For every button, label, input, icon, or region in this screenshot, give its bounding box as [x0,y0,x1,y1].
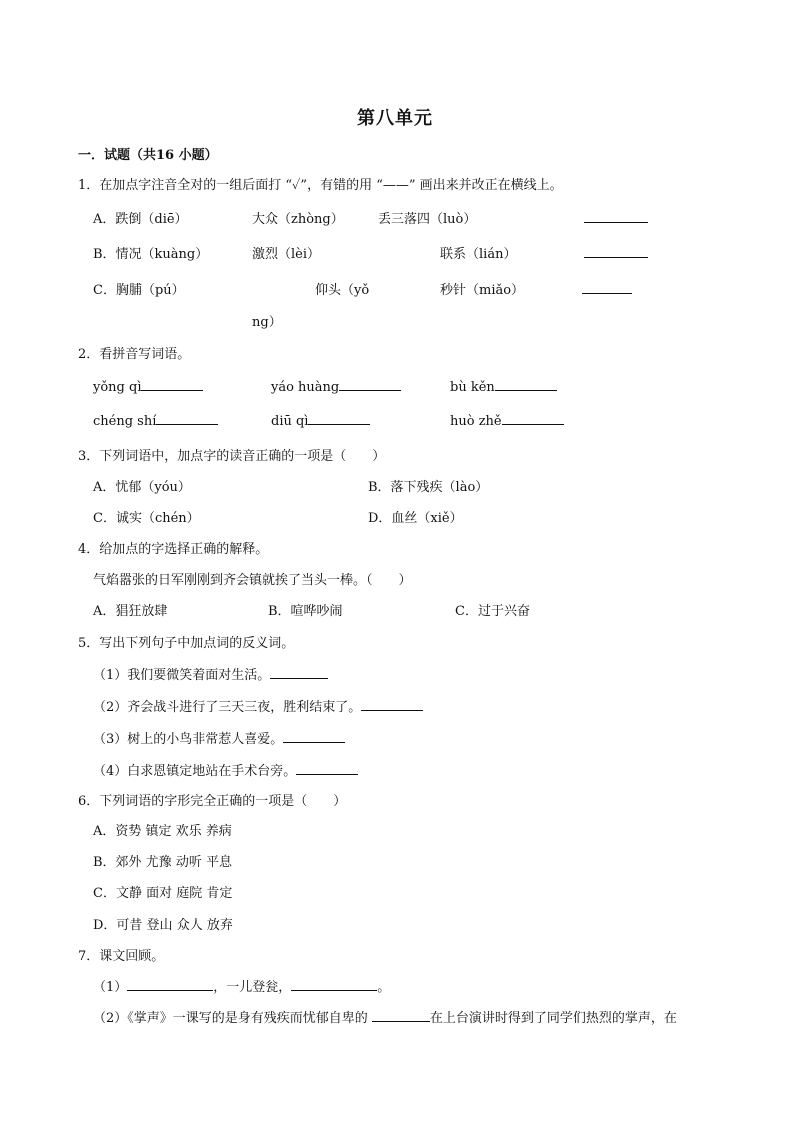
question-4-stem: 4．给加点的字选择正确的解释。 [78,542,269,557]
q1-option-c-1: C．胸脯（pú） [93,283,185,298]
q1-answer-blank-b[interactable] [584,244,648,258]
q5-sentence-2: （2）齐会战斗进行了三天三夜，胜利结束了。 [93,696,423,715]
q6-option-b: B．郊外 尤豫 动听 平息 [93,855,232,870]
q4-option-b: B．喧哗吵闹 [268,604,343,619]
q1-answer-blank-a[interactable] [584,209,648,223]
q5-sentence-3: （3）树上的小鸟非常惹人喜爱。 [93,728,345,747]
q3-option-b: B．落下残疾（lào） [368,480,489,495]
q1-option-b-3: 联系（lián） [440,247,517,262]
q5-sentence-4: （4）白求恩镇定地站在手术台旁。 [93,760,358,779]
question-1-stem: 1．在加点字注音全对的一组后面打 “✓”，有错的用 “——” 画出来并改正在横线上。 [78,178,563,193]
question-5-stem: 5．写出下列句子中加点词的反义词。 [78,636,295,651]
question-3-stem: 3．下列词语中，加点字的读音正确的一项是（ ） [78,449,386,464]
q2-pinyin-2: yáo huàng [271,377,401,395]
q6-option-d: D．可昔 登山 众人 放弃 [93,918,233,933]
q1-option-a-2: 大众（zhòng） [252,212,344,227]
q7-line-2: （2）《掌声》一课写的是身有残疾而忧郁自卑的 在上台演讲时得到了同学们热烈的掌声，在 [93,1007,677,1026]
q1-option-c-2-wrap: ng） [252,315,282,330]
question-7-stem: 7．课文回顾。 [78,949,165,964]
q1-option-a-1: A．跌倒（diē） [93,212,188,227]
q3-option-a: A．忧郁（yóu） [93,480,191,495]
q1-option-b-1: B．情况（kuàng） [93,247,209,262]
q4-option-a: A．猖狂放肆 [93,604,168,619]
q2-pinyin-6: huò zhě [450,411,564,429]
section-heading: 一．试题（共16 小题） [78,148,218,163]
q1-option-b-2: 激烈（lèi） [252,247,321,262]
q2-pinyin-1: yǒng qì [93,377,203,395]
q4-sentence: 气焰嚣张的日军刚刚到齐会镇就挨了当头一棒。（ ） [93,573,412,588]
q6-option-a: A．资势 镇定 欢乐 养病 [93,824,232,839]
q1-option-a-3: 丢三落四（luò） [378,212,477,227]
q1-option-c-2: 仰头（yǒ [315,283,370,298]
q3-option-c: C．诚实（chén） [93,511,200,526]
question-6-stem: 6．下列词语的字形完全正确的一项是（ ） [78,794,347,809]
q1-answer-blank-c[interactable] [582,280,632,294]
q3-option-d: D．血丝（xiě） [368,511,463,526]
q5-sentence-1: （1）我们要微笑着面对生活。 [93,664,328,683]
q6-option-c: C．文静 面对 庭院 肯定 [93,886,233,901]
q2-pinyin-3: bù kěn [450,377,557,395]
question-2-stem: 2．看拼音写词语。 [78,347,191,362]
q1-option-c-3: 秒针（miǎo） [440,283,525,298]
q2-pinyin-4: chéng shí [93,411,218,429]
page-title: 第八单元 [357,108,433,129]
q7-line-1: （1） ，一儿登瓮， 。 [93,976,390,995]
q4-option-c: C．过于兴奋 [455,604,530,619]
q2-pinyin-5: diū qì [271,411,370,429]
